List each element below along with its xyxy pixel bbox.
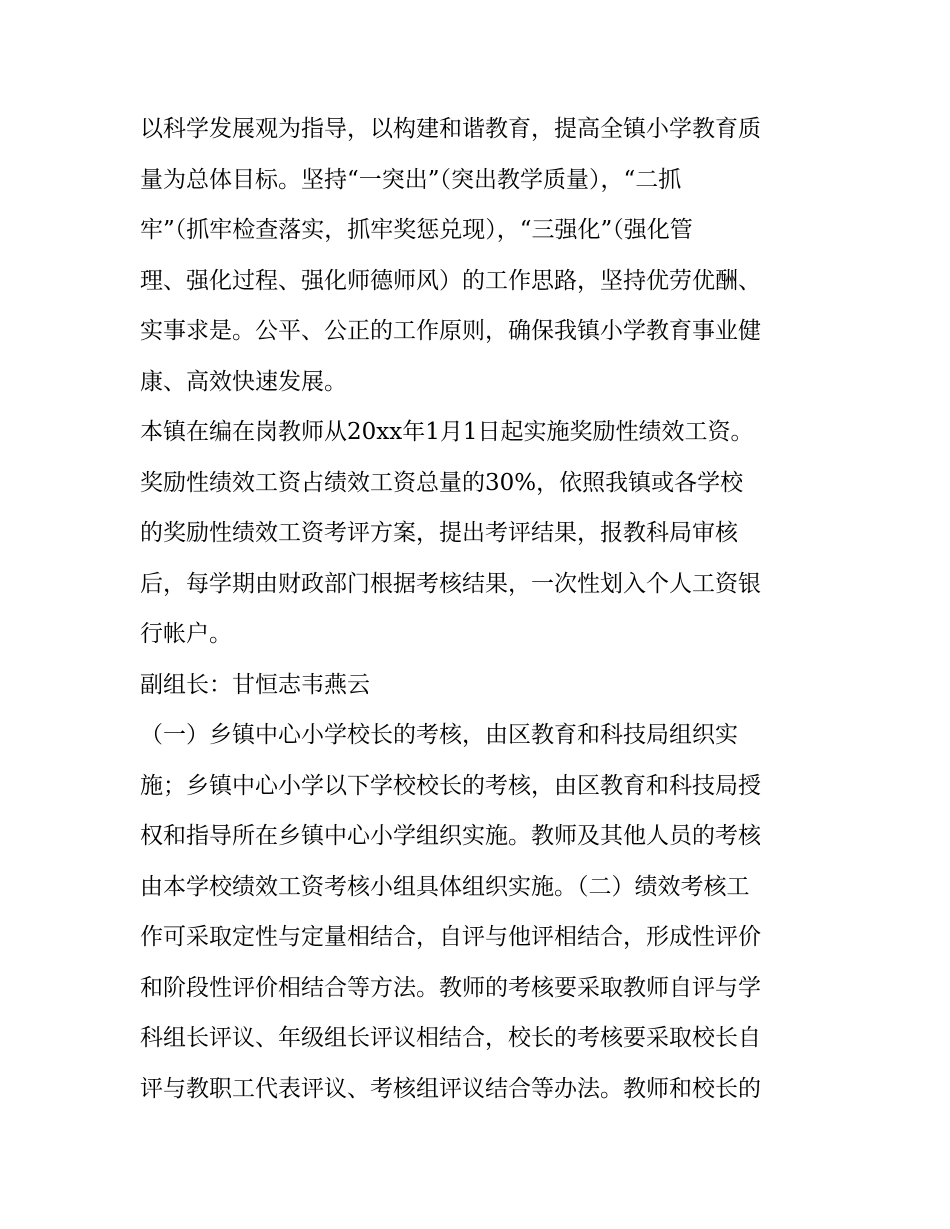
text-line: 本镇在编在岗教师从20xx年1月1日起实施奖励性绩效工资。	[140, 419, 754, 445]
text-line: 科组长评议、年级组长评议相结合，校长的考核要采取校长自	[140, 1025, 761, 1051]
text-line: 的奖励性绩效工资考评方案，提出考评结果，报教科局审核	[140, 520, 738, 546]
text-line: （一）乡镇中心小学校长的考核，由区教育和科技局组织实	[140, 722, 738, 748]
text-line: 作可采取定性与定量相结合，自评与他评相结合，形成性评价	[140, 924, 761, 950]
document-body	[140, 104, 820, 1114]
text-line: 牢”（抓牢检查落实，抓牢奖惩兑现），“三强化”（强化管	[140, 217, 693, 243]
text-line: 权和指导所在乡镇中心小学组织实施。教师及其他人员的考核	[140, 823, 761, 849]
text-line: 理、强化过程、强化师德师风）的工作思路，坚持优劳优酬、	[140, 267, 761, 294]
text-line: 康、高效快速发展。	[140, 368, 347, 395]
text-line: 奖励性绩效工资占绩效工资总量的30%，依照我镇或各学校	[140, 469, 744, 496]
text-line: 量为总体目标。坚持“一突出”（突出教学质量），“二抓	[140, 166, 682, 193]
text-line: 实事求是。公平、公正的工作原则，确保我镇小学教育事业健	[140, 318, 761, 344]
text-line: 后，每学期由财政部门根据考核结果，一次性划入个人工资银	[140, 570, 761, 597]
text-line: 副组长：甘恒志韦燕云	[140, 671, 370, 698]
text-line: 施；乡镇中心小学以下学校校长的考核，由区教育和科技局授	[140, 772, 761, 799]
text-line: 和阶段性评价相结合等方法。教师的考核要采取教师自评与学	[140, 974, 761, 1001]
text-line: 以科学发展观为指导，以构建和谐教育，提高全镇小学教育质	[140, 116, 761, 142]
text-line: 由本学校绩效工资考核小组具体组织实施。（二）绩效考核工	[140, 873, 750, 900]
text-line: 评与教职工代表评议、考核组评议结合等办法。教师和校长的	[140, 1075, 761, 1102]
text-line: 行帐户。	[140, 621, 232, 647]
